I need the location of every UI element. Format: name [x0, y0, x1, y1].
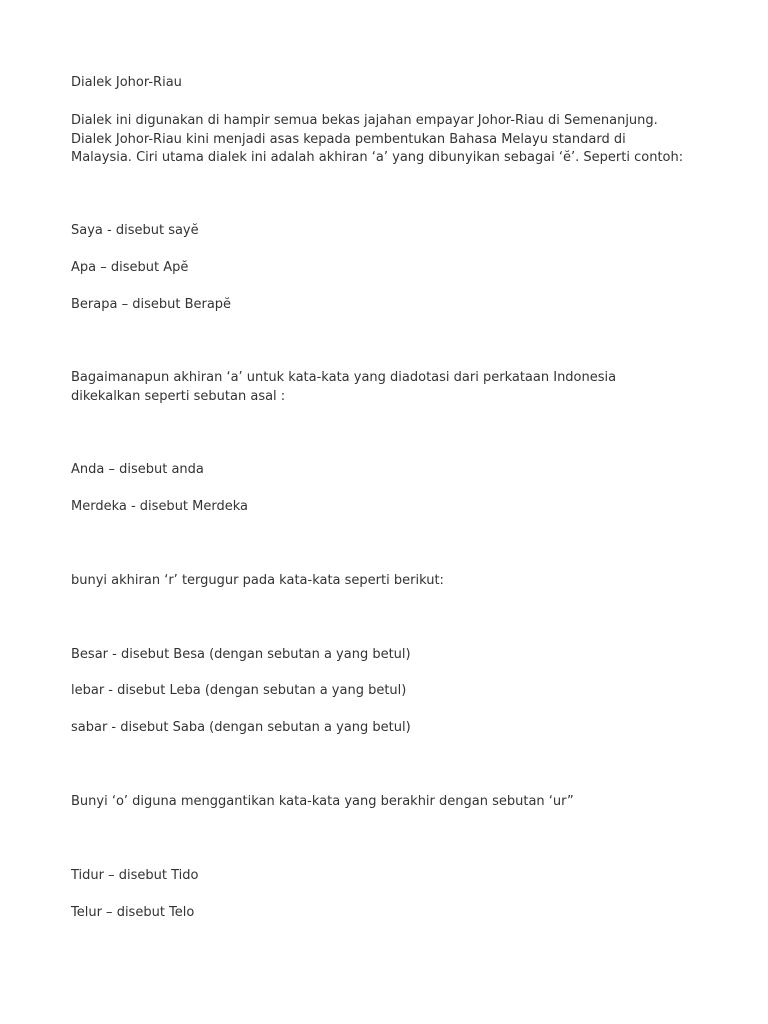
intro-paragraph: [71, 112, 711, 168]
intro-line: Dialek Johor-Riau kini menjadi asas kepada pembentukan Bahasa Melayu standard di: [71, 131, 626, 147]
r-drop-note: bunyi akhiran ‘r’ tergugur pada kata-kata seperti berikut:: [71, 573, 444, 588]
intro-line: Malaysia. Ciri utama dialek ini adalah akhiran ‘a’ yang dibunyikan sebagai ‘ĕ’. Seperti contoh:: [71, 150, 684, 165]
example-r-sabar: sabar - disebut Saba (dengan sebutan a yang betul): [71, 720, 411, 735]
example-r-besar: Besar - disebut Besa (dengan sebutan a yang betul): [71, 647, 411, 662]
indonesia-note-line: dikekalkan seperti sebutan asal :: [71, 388, 286, 404]
example-e-apa: Apa – disebut Apĕ: [71, 260, 189, 275]
example-o-telur: Telur – disebut Telo: [71, 905, 195, 920]
example-indonesia-anda: Anda – disebut anda: [71, 462, 204, 477]
example-r-lebar: lebar - disebut Leba (dengan sebutan a yang betul): [71, 683, 407, 698]
example-e-saya: Saya - disebut sayĕ: [71, 223, 199, 238]
indonesia-note-paragraph: [71, 369, 711, 406]
example-o-tidur: Tidur – disebut Tido: [71, 868, 199, 883]
example-indonesia-merdeka: Merdeka - disebut Merdeka: [71, 499, 249, 514]
indonesia-note-line: Bagaimanapun akhiran ‘a’ untuk kata-kata yang diadotasi dari perkataan Indonesia: [71, 370, 617, 385]
example-e-berapa: Berapa – disebut Berapĕ: [71, 297, 232, 312]
document-title: Dialek Johor-Riau: [71, 75, 182, 90]
intro-line: Dialek ini digunakan di hampir semua bekas jajahan empayar Johor-Riau di Semenanjung.: [71, 113, 658, 128]
o-sound-note: Bunyi ‘o’ diguna menggantikan kata-kata yang berakhir dengan sebutan ‘ur”: [71, 794, 574, 809]
